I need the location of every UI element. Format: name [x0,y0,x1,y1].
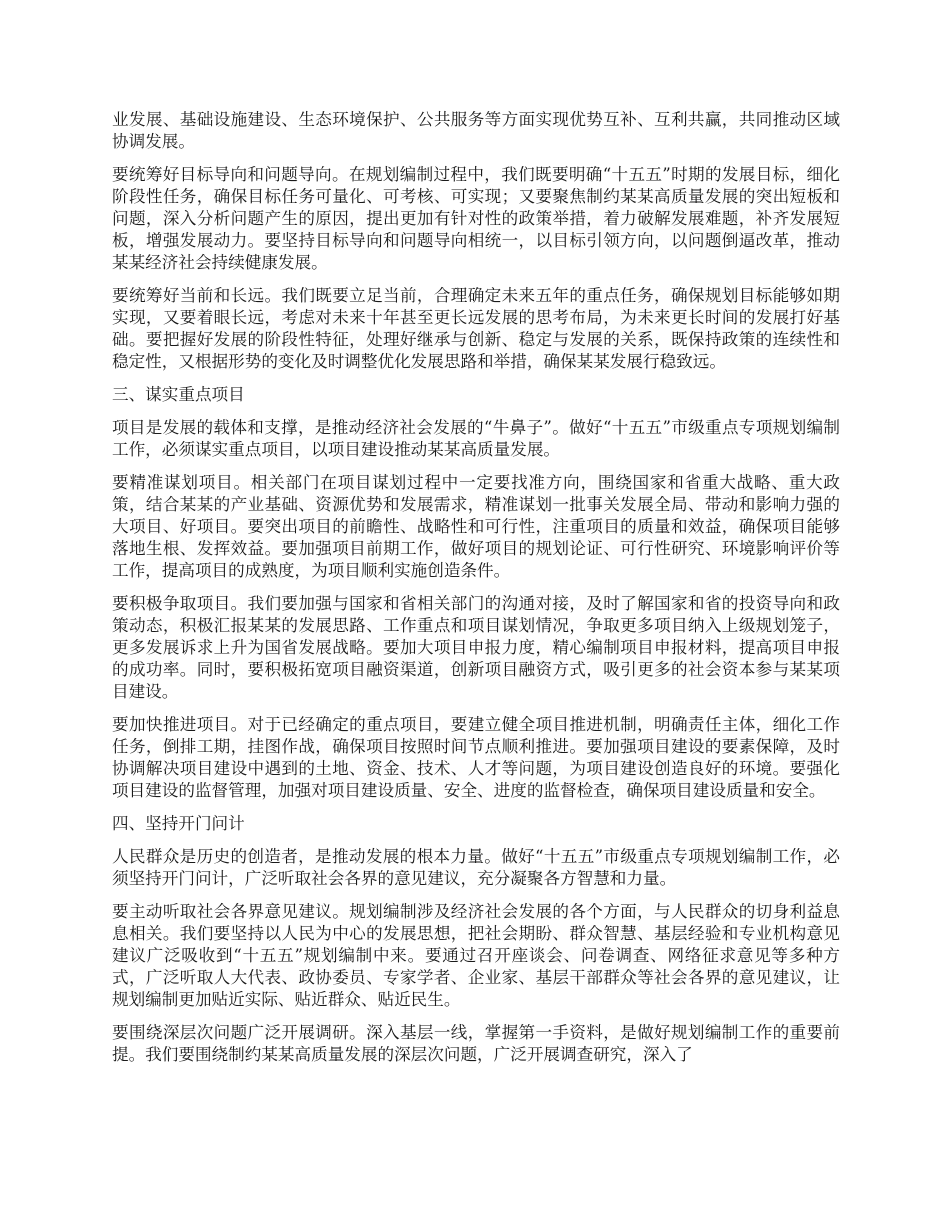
paragraph-projects-intro: 项目是发展的载体和支撑，是推动经济社会发展的“牛鼻子”。做好“十五五”市级重点专项规划编制工作，必须谋实重点项目，以项目建设推动某某高质量发展。 [112,418,840,459]
paragraph-research-issues: 要围绕深层次问题广泛开展调研。深入基层一线，掌握第一手资料，是做好规划编制工作的重要前提。我们要围绕制约某某高质量发展的深层次问题，广泛开展调查研究，深入了 [112,1023,840,1064]
paragraph-listen-opinions: 要主动听取社会各界意见建议。规划编制涉及经济社会发展的各个方面，与人民群众的切身利益息息相关。我们要坚持以人民为中心的发展思想，把社会期盼、群众智慧、基层经验和专业机构意见建议广泛吸收到“十五五”规划编制中来。要通过召开座谈会、问卷调查、网络征求意见等多种方式，广泛听取人大代表、政协委员、专家学者、企业家、基层干部群众等社会各界的意见建议，让规划编制更加贴近实际、贴近群众、贴近民生。 [112,902,840,1009]
paragraph-advance-projects: 要加快推进项目。对于已经确定的重点项目，要建立健全项目推进机制，明确责任主体，细化工作任务，倒排工期，挂图作战，确保项目按照时间节点顺利推进。要加强项目建设的要素保障，及时协调解决项目建设中遇到的土地、资金、技术、人才等问题，为项目建设创造良好的环境。要强化项目建设的监督管理，加强对项目建设质量、安全、进度的监督检查，确保项目建设质量和安全。 [112,715,840,800]
document-body [112,109,840,1077]
paragraph-people-intro: 人民群众是历史的创造者，是推动发展的根本力量。做好“十五五”市级重点专项规划编制工作，必须坚持开门问计，广泛听取社会各界的意见建议，充分凝聚各方智慧和力量。 [112,847,840,888]
paragraph-plan-projects: 要精准谋划项目。相关部门在项目谋划过程中一定要找准方向，围绕国家和省重大战略、重大政策，结合某某的产业基础、资源优势和发展需求，精准谋划一批事关发展全局、带动和影响力强的大项目、好项目。要突出项目的前瞻性、战略性和可行性，注重项目的质量和效益，确保项目能够落地生根、发挥效益。要加强项目前期工作，做好项目的规划论证、可行性研究、环境影响评价等工作，提高项目的成熟度，为项目顺利实施创造条件。 [112,473,840,580]
section-heading-key-projects: 三、谋实重点项目 [112,385,245,404]
paragraph-goal-problem-orientation: 要统筹好目标导向和问题导向。在规划编制过程中，我们既要明确“十五五”时期的发展目标，细化阶段性任务，确保目标任务可量化、可考核、可实现；又要聚焦制约某某高质量发展的突出短板和问题，深入分析问题产生的原因，提出更加有针对性的政策举措，着力破解发展难题，补齐发展短板，增强发展动力。要坚持目标导向和问题导向相统一，以目标引领方向，以问题倒逼改革，推动某某经济社会持续健康发展。 [112,165,840,272]
section-heading-open-consultation: 四、坚持开门问计 [112,814,245,833]
paragraph-current-long-term: 要统筹好当前和长远。我们既要立足当前，合理确定未来五年的重点任务，确保规划目标能够如期实现，又要着眼长远，考虑对未来十年甚至更长远发展的思考布局，为未来更长时间的发展打好基础。要把握好发展的阶段性特征，处理好继承与创新、稳定与发展的关系，既保持政策的连续性和稳定性，又根据形势的变化及时调整优化发展思路和举措，确保某某发展行稳致远。 [112,286,840,371]
paragraph-seek-projects: 要积极争取项目。我们要加强与国家和省相关部门的沟通对接，及时了解国家和省的投资导向和政策动态，积极汇报某某的发展思路、工作重点和项目谋划情况，争取更多项目纳入上级规划笼子，更多发展诉求上升为国省发展战略。要加大项目申报力度，精心编制项目申报材料，提高项目申报的成功率。同时，要积极拓宽项目融资渠道，创新项目融资方式，吸引更多的社会资本参与某某项目建设。 [112,594,840,701]
paragraph-continuation: 业发展、基础设施建设、生态环境保护、公共服务等方面实现优势互补、互利共赢，共同推动区域协调发展。 [112,110,840,151]
